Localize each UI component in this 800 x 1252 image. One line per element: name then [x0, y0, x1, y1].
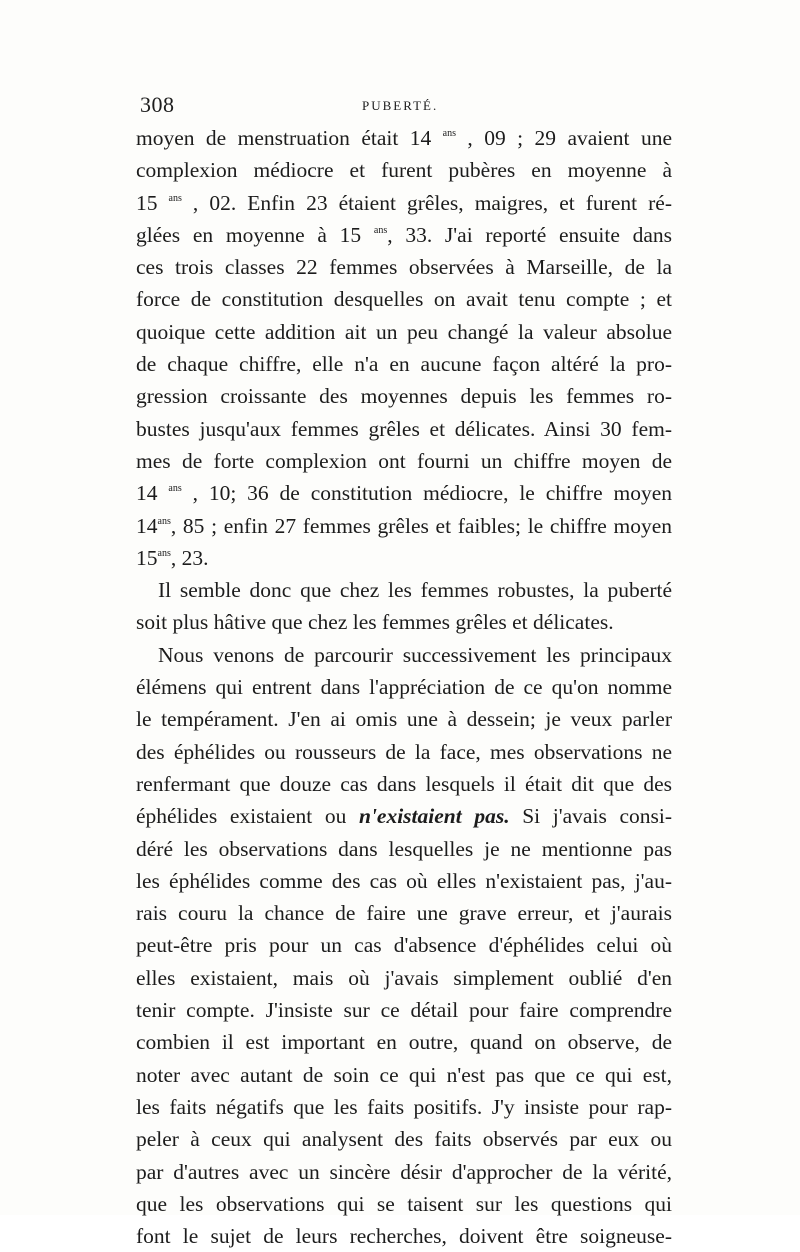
- text-segment: , 02. Enfin 23 étaient grêles, maigres, et furent ré-: [181, 190, 672, 215]
- text-segment: gression croissante des moyennes depuis les femmes ro-: [136, 384, 672, 409]
- body-text: [136, 122, 672, 1252]
- text-segment: , 23.: [170, 545, 209, 570]
- text-segment: 14: [136, 481, 169, 506]
- text-segment: tenir compte. J'insiste sur ce détail pour faire comprendre: [136, 998, 672, 1023]
- text-segment: 15: [136, 545, 158, 570]
- text-line: [136, 380, 672, 412]
- text-line: [136, 962, 672, 994]
- text-line: [136, 542, 672, 574]
- text-segment: glées en moyenne à 15: [136, 222, 374, 247]
- text-segment: peler à ceux qui analysent des faits observés par eux ou: [136, 1127, 672, 1152]
- text-segment: , 85 ; enfin 27 femmes grêles et faibles; le chiffre moyen: [170, 513, 672, 538]
- page-number: 308: [140, 92, 175, 117]
- text-segment: Il semble donc que chez les femmes robustes, la puberté: [158, 578, 672, 603]
- text-line: [136, 994, 672, 1026]
- text-line: [136, 154, 672, 186]
- text-line: [136, 1026, 672, 1058]
- text-segment: des éphélides ou rousseurs de la face, mes observations ne: [136, 739, 672, 764]
- text-segment: de chaque chiffre, elle n'a en aucune façon altéré la pro-: [136, 352, 672, 377]
- running-head: PUBERTÉ.: [362, 98, 439, 113]
- superscript-unit: ans: [442, 128, 457, 139]
- text-segment: le tempérament. J'en ai omis une à dessein; je veux parler: [136, 707, 672, 732]
- text-segment: rais couru la chance de faire une grave erreur, et j'aurais: [136, 901, 672, 926]
- text-segment: peut-être pris pour un cas d'absence d'éphélides celui où: [136, 933, 672, 958]
- text-segment: par d'autres avec un sincère désir d'approcher de la vérité,: [136, 1159, 672, 1184]
- superscript-unit: ans: [157, 547, 171, 559]
- text-segment: 14: [136, 513, 158, 538]
- text-segment: combien il est important en outre, quand on observe, de: [136, 1030, 672, 1055]
- text-line: [136, 671, 672, 703]
- text-line: [136, 1188, 672, 1220]
- text-line: [136, 348, 672, 380]
- text-line: [136, 413, 672, 445]
- text-line: [136, 445, 672, 477]
- text-line: [136, 703, 672, 735]
- text-line: [136, 477, 672, 509]
- text-segment: élémens qui entrent dans l'appréciation de ce qu'on nomme: [136, 675, 672, 700]
- text-segment: quoique cette addition ait un peu changé la valeur absolue: [136, 319, 672, 344]
- superscript-unit: ans: [157, 515, 171, 527]
- text-line: [136, 316, 672, 348]
- text-segment: , 33. J'ai reporté ensuite dans: [387, 222, 672, 247]
- text-line: [136, 283, 672, 315]
- text-line: [136, 510, 672, 542]
- text-segment: soit plus hâtive que chez les femmes grêles et délicates.: [136, 610, 614, 635]
- text-line: [136, 122, 672, 154]
- text-line: [136, 897, 672, 929]
- text-line: [136, 1220, 672, 1252]
- text-line: [136, 1091, 672, 1123]
- text-segment: force de constitution desquelles on avait tenu compte ; et: [136, 287, 672, 312]
- text-segment: complexion médiocre et furent pubères en moyenne à: [136, 158, 672, 183]
- text-segment: 15: [136, 190, 169, 215]
- text-segment: font le sujet de leurs recherches, doivent être soigneuse-: [136, 1224, 672, 1249]
- text-line: [136, 768, 672, 800]
- text-segment: les faits négatifs que les faits positifs. J'y insiste pour rap-: [136, 1094, 672, 1119]
- text-segment: Si j'avais consi-: [509, 804, 672, 829]
- superscript-unit: ans: [373, 224, 388, 236]
- text-segment: moyen de menstruation était 14: [136, 126, 443, 150]
- text-segment: mes de forte complexion ont fourni un chiffre moyen de: [136, 448, 672, 473]
- text-line: [136, 800, 672, 832]
- text-line: [136, 606, 672, 638]
- text-line: [136, 833, 672, 865]
- text-segment: déré les observations dans lesquelles je ne mentionne pas: [136, 836, 672, 861]
- superscript-unit: ans: [168, 192, 182, 204]
- text-segment: renfermant que douze cas dans lesquels il était dit que des: [136, 771, 672, 796]
- text-line: [136, 865, 672, 897]
- text-line: [136, 219, 672, 251]
- text-segment: éphélides existaient ou: [136, 804, 359, 829]
- text-segment: que les observations qui se taisent sur les questions qui: [136, 1191, 672, 1216]
- text-segment: les éphélides comme des cas où elles n'existaient pas, j'au-: [136, 868, 672, 893]
- text-segment: ces trois classes 22 femmes observées à Marseille, de la: [136, 255, 672, 280]
- text-segment: noter avec autant de soin ce qui n'est pas que ce qui est,: [136, 1062, 672, 1087]
- text-segment: Nous venons de parcourir successivement les principaux: [158, 642, 672, 667]
- emphasis-text: n'existaient pas.: [358, 804, 510, 829]
- superscript-unit: ans: [168, 483, 182, 495]
- text-line: [136, 187, 672, 219]
- page-header: [140, 92, 670, 122]
- text-segment: , 09 ; 29 avaient une: [456, 126, 672, 150]
- text-line: [136, 1059, 672, 1091]
- text-line: [136, 1156, 672, 1188]
- text-line: [136, 736, 672, 768]
- text-line: [136, 639, 672, 671]
- text-line: [136, 929, 672, 961]
- text-segment: , 10; 36 de constitution médiocre, le chiffre moyen: [181, 481, 672, 506]
- text-line: [136, 574, 672, 606]
- text-segment: bustes jusqu'aux femmes grêles et délicates. Ainsi 30 fem-: [136, 416, 672, 441]
- text-line: [136, 1123, 672, 1155]
- text-line: [136, 251, 672, 283]
- text-segment: elles existaient, mais où j'avais simplement oublié d'en: [136, 965, 672, 990]
